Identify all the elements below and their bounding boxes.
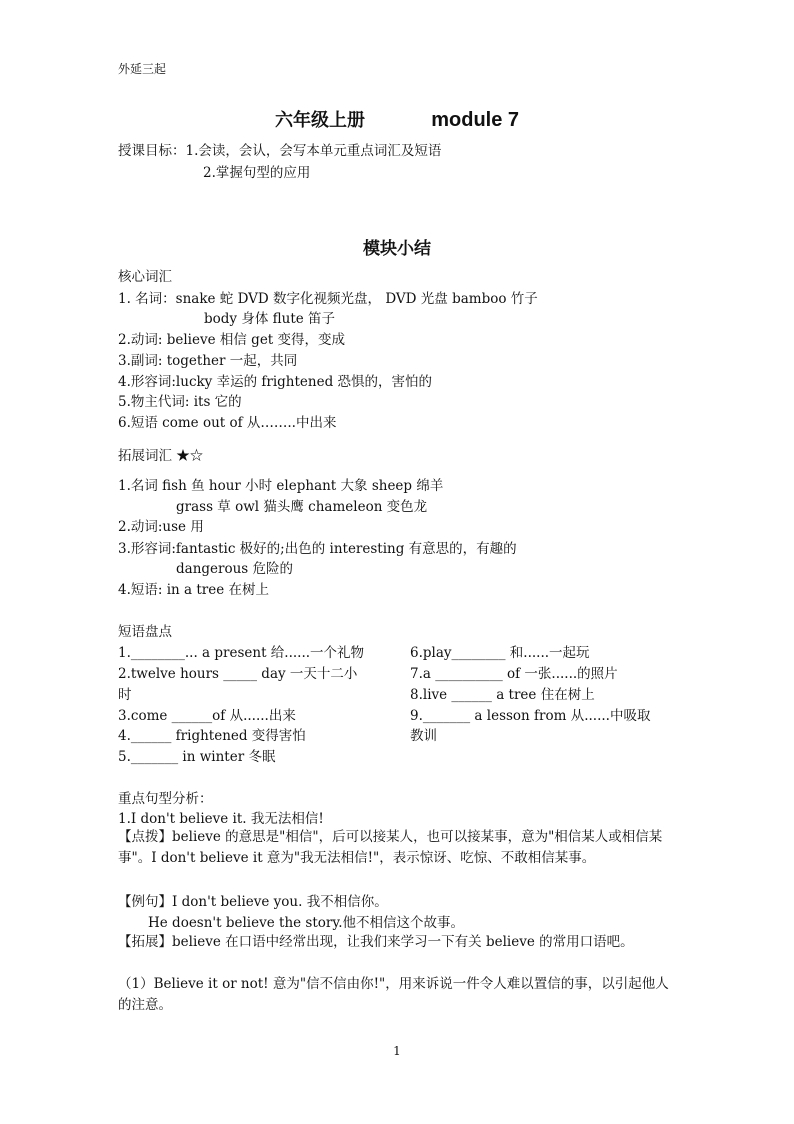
phrase-item: 9._______ a lesson from 从......中吸取	[410, 708, 651, 724]
analysis-heading: 重点句型分析：	[118, 791, 213, 807]
ext-vocab-line: 4.短语: in a tree 在树上	[118, 582, 270, 598]
phrase-item: 5._______ in winter 冬眠	[118, 749, 276, 765]
page-title	[0, 106, 794, 132]
phrase-item: 7.a __________ of 一张......的照片	[410, 666, 618, 682]
analysis-paragraph: （1）Believe it or not! 意为"信不信由你!"，用来诉说一件令人难以置信的事，以引起他人的注意。	[118, 976, 669, 1013]
core-vocab-line: 1. 名词：snake 蛇 DVD 数字化视频光盘， DVD 光盘 bamboo 竹子	[118, 291, 538, 307]
objective-line-2: 2.掌握句型的应用	[203, 165, 311, 181]
core-vocab-line: 2.动词: believe 相信 get 变得，变成	[118, 332, 346, 348]
example-line: He doesn't believe the story.他不相信这个故事。	[148, 915, 464, 931]
phrase-item: 6.play________ 和......一起玩	[410, 645, 590, 661]
analysis-paragraph: 【点拨】believe 的意思是"相信"，后可以接某人，也可以接某事，意为"相信某人或相信某事"。I don't believe it 意为"我无法相信!"，表示惊讶、吃惊、不敢相信某事。	[118, 829, 663, 866]
core-vocab-line: 3.副词: together 一起，共同	[118, 353, 298, 369]
ext-vocab-line: 2.动词:use 用	[118, 519, 204, 535]
phrases-heading: 短语盘点	[118, 624, 172, 640]
analysis-sentence: 1.I don't believe it. 我无法相信!	[118, 811, 324, 827]
example-line: 【例句】I don't believe you. 我不相信你。	[118, 894, 388, 910]
core-vocab-line: 4.形容词:lucky 幸运的 frightened 恐惧的，害怕的	[118, 374, 433, 390]
analysis-paragraph: 【拓展】believe 在口语中经常出现，让我们来学习一下有关 believe 的常用口语吧。	[118, 934, 634, 950]
page-header: 外延三起	[118, 62, 167, 76]
title-chinese: 六年级上册	[274, 110, 365, 131]
phrase-item: 2.twelve hours _____ day 一天十二小	[118, 666, 358, 682]
title-module: module 7	[431, 109, 520, 131]
core-vocab-line: 5.物主代词: its 它的	[118, 394, 242, 410]
teaching-objectives	[118, 140, 441, 184]
phrase-item: 3.come ______of 从......出来	[118, 708, 296, 724]
ext-vocab-line: dangerous 危险的	[176, 561, 294, 577]
phrase-item: 1.________... a present 给......一个礼物	[118, 645, 365, 661]
phrase-item: 时	[118, 687, 132, 703]
ext-vocab-line: 3.形容词:fantastic 极好的;出色的 interesting 有意思的，有趣的	[118, 541, 517, 557]
phrase-item: 8.live ______ a tree 住在树上	[410, 687, 595, 703]
phrase-item: 教训	[410, 728, 437, 744]
ext-vocab-line: 1.名词 fish 鱼 hour 小时 elephant 大象 sheep 绵羊	[118, 478, 444, 494]
core-vocab-heading: 核心词汇	[118, 269, 172, 285]
phrase-item: 4.______ frightened 变得害怕	[118, 728, 306, 744]
objective-line-1: 授课目标：1.会读，会认，会写本单元重点词汇及短语	[118, 143, 442, 159]
ext-vocab-heading: 拓展词汇 ★☆	[118, 448, 204, 464]
page-number: 1	[393, 1044, 401, 1058]
core-vocab-line: 6.短语 come out of 从……..中出来	[118, 415, 337, 431]
summary-title: 模块小结	[363, 239, 431, 259]
ext-vocab-line: grass 草 owl 猫头鹰 chameleon 变色龙	[176, 499, 428, 515]
core-vocab-line: body 身体 flute 笛子	[204, 311, 336, 327]
